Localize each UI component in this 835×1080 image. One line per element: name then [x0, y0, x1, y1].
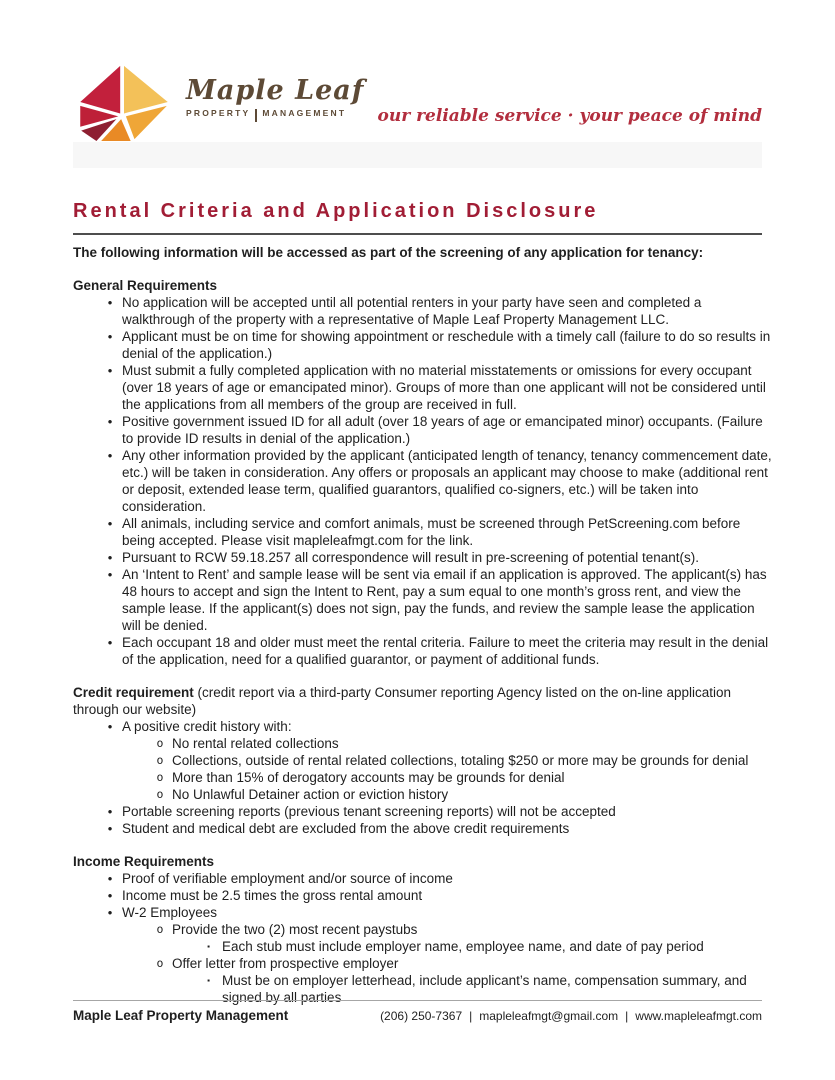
list-item	[73, 362, 775, 413]
sections	[73, 277, 775, 1006]
list-item	[73, 718, 775, 735]
company-tagline: our reliable service · your peace of mind	[377, 106, 762, 126]
list-item-text: Student and medical debt are excluded from the above credit requirements	[122, 821, 570, 836]
list-item	[73, 549, 775, 566]
bullet-marker: o	[156, 956, 164, 970]
bullet-marker: •	[107, 821, 113, 836]
list-item	[73, 921, 775, 938]
bullet-marker: o	[156, 787, 164, 801]
bullet-marker: o	[156, 922, 164, 936]
section-heading: General Requirements	[73, 278, 218, 293]
list-item	[73, 634, 775, 668]
bullet-marker: •	[107, 905, 113, 920]
logo-divider	[255, 109, 257, 122]
section-heading: Income Requirements	[73, 854, 215, 869]
list-item-text: Proof of verifiable employment and/or source of income	[122, 871, 453, 886]
bullet-marker: •	[107, 804, 113, 819]
footer-separator: |	[469, 1009, 473, 1023]
list-item-text: Pursuant to RCW 59.18.257 all correspondence will result in pre-screening of potential tenant(s).	[122, 550, 700, 565]
list-item-text: An ‘Intent to Rent’ and sample lease will be sent via email if an application is approved. The applicant(s) has 48 hours to accept and sign the Intent to Rent, pay a sum equal to one month’s gross rent, and view the sample lease. If the applicant(s) does not sign, pay the funds, and review the sample lease the application will be denied.	[122, 567, 767, 633]
bullet-marker: •	[107, 550, 113, 565]
bullet-marker: •	[107, 414, 113, 429]
list-item-text: W-2 Employees	[122, 905, 218, 920]
list-item-text: Portable screening reports (previous tenant screening reports) will not be accepted	[122, 804, 616, 819]
document-body	[73, 244, 775, 1006]
bullet-marker: •	[107, 363, 113, 378]
document-footer	[73, 1000, 762, 1023]
list-item-text: Any other information provided by the applicant (anticipated length of tenancy, tenancy commencement date, etc.) will be taken in consideration. Any offers or proposals an applicant may choose to make (additional rent or deposit, extended lease term, qualified guarantors, qualified co-signers, etc.) will be taken into consideration.	[122, 448, 772, 514]
list-item-text: Applicant must be on time for showing appointment or reschedule with a timely call (failure to do so results in denial of the application.)	[122, 329, 771, 361]
list-item	[73, 938, 775, 955]
footer-email: mapleleafmgt@gmail.com	[479, 1009, 619, 1023]
bullet-marker: •	[107, 295, 113, 310]
list-item-text: All animals, including service and comfort animals, must be screened through PetScreening.com before being accepted. Please visit mapleleafmgt.com for the link.	[122, 516, 741, 548]
list-item	[73, 803, 775, 820]
bullet-marker: •	[107, 448, 113, 463]
brand-name: Maple Leaf	[186, 75, 365, 106]
list-item-text: No rental related collections	[172, 736, 339, 751]
footer-company-name: Maple Leaf Property Management	[73, 1008, 289, 1023]
bullet-marker: o	[156, 736, 164, 750]
list-item-text: Each occupant 18 and older must meet the rental criteria. Failure to meet the criteria may result in the denial of the application, need for a qualified guarantor, or payment of additional funds.	[122, 635, 769, 667]
bullet-marker: o	[156, 770, 164, 784]
section-heading: Credit requirement (credit report via a third-party Consumer reporting Agency listed on the on-line application through our website)	[73, 685, 732, 717]
list-item	[73, 566, 775, 634]
list-item	[73, 328, 775, 362]
list-item-text: Each stub must include employer name, employee name, and date of pay period	[222, 939, 704, 954]
title-rule	[73, 233, 762, 235]
footer-website: www.mapleleafmgt.com	[635, 1009, 762, 1023]
document-section	[73, 853, 775, 1006]
brand-subtitle	[186, 106, 364, 119]
list-item	[73, 955, 775, 972]
list-item	[73, 820, 775, 837]
footer-phone: (206) 250-7367	[380, 1009, 463, 1023]
list-item-text: Provide the two (2) most recent paystubs	[172, 922, 418, 937]
bullet-marker: •	[107, 719, 113, 734]
list-item	[73, 786, 775, 803]
list-item-text: A positive credit history with:	[122, 719, 292, 734]
list-item-text: Collections, outside of rental related collections, totaling $250 or more may be grounds for denial	[172, 753, 749, 768]
bullet-marker: •	[107, 567, 113, 582]
footer-separator: |	[625, 1009, 629, 1023]
list-item	[73, 294, 775, 328]
letterhead-row	[0, 64, 835, 142]
list-item	[73, 870, 775, 887]
list-item-text: Must submit a fully completed application with no material misstatements or omissions for every occupant (over 18 years of age or emancipated minor). Groups of more than one applicant will not be considered until the applications from all members of the group are received in full.	[122, 363, 766, 412]
list-item	[73, 769, 775, 786]
intro-line: The following information will be accessed as part of the screening of any application for tenancy:	[73, 245, 704, 260]
list-item	[73, 887, 775, 904]
list-item-text: Income must be 2.5 times the gross rental amount	[122, 888, 423, 903]
footer-contact	[380, 1009, 762, 1023]
page-title: Rental Criteria and Application Disclosure	[73, 200, 599, 222]
list-item	[73, 735, 775, 752]
bullet-marker: •	[107, 888, 113, 903]
brand-subtitle-left: PROPERTY	[186, 107, 251, 118]
house-logo-icon	[76, 64, 172, 142]
bullet-marker: •	[107, 635, 113, 650]
list-item	[73, 413, 775, 447]
list-item-text: Positive government issued ID for all adult (over 18 years of age or emancipated minor) occupants. (Failure to provide ID results in denial of the application.)	[122, 414, 763, 446]
document-section	[73, 277, 775, 668]
logo-text	[186, 77, 364, 129]
brand-subtitle-right: MANAGEMENT	[262, 107, 347, 118]
list-item-text: Offer letter from prospective employer	[172, 956, 399, 971]
list-item-text: No application will be accepted until all potential renters in your party have seen and completed a walkthrough of the property with a representative of Maple Leaf Property Management LLC.	[122, 295, 702, 327]
list-item	[73, 904, 775, 921]
bullet-marker: o	[156, 753, 164, 767]
document-section	[73, 684, 775, 837]
list-item-text: More than 15% of derogatory accounts may be grounds for denial	[172, 770, 565, 785]
bullet-marker: ▪	[207, 976, 210, 985]
list-item-text: Must be on employer letterhead, include applicant’s name, compensation summary, and signed by all parties	[222, 973, 747, 1005]
header-band	[73, 142, 762, 168]
list-item	[73, 752, 775, 769]
list-item	[73, 515, 775, 549]
bullet-marker: •	[107, 516, 113, 531]
bullet-marker: ▪	[207, 942, 210, 951]
bullet-marker: •	[107, 871, 113, 886]
list-item	[73, 447, 775, 515]
bullet-marker: •	[107, 329, 113, 344]
letterhead	[0, 0, 835, 168]
list-item-text: No Unlawful Detainer action or eviction history	[172, 787, 449, 802]
company-logo	[76, 64, 364, 142]
